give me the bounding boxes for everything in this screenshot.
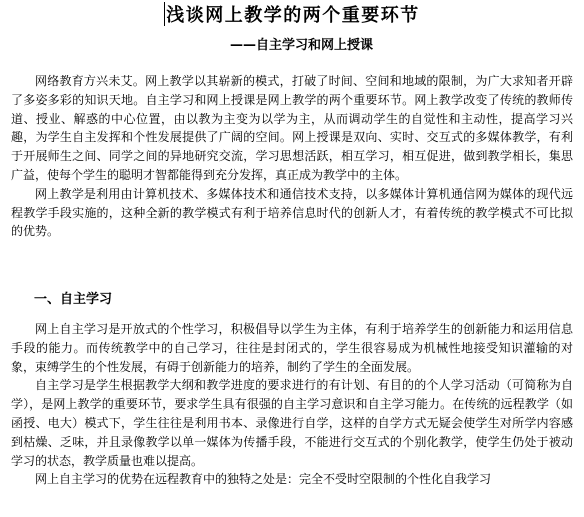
intro-section: [11, 72, 573, 241]
intro-paragraph-2: 网上教学是利用由计算机技术、多媒体技术和通信技术支持，以多媒体计算机通信网为媒体的现代远程教学手段实施的，这种全新的教学模式有利于培养信息时代的创新人才，有着传统的教学模式不可比拟的优势。: [11, 186, 573, 239]
section-paragraph-3: 网上自主学习的优势在远程教育中的独特之处是：完全不受时空限制的个性化自我学习: [35, 472, 492, 487]
section-paragraph-2: 自主学习是学生根据教学大纲和教学进度的要求进行的有计划、有目的的个人学习活动（可简称为自学），是网上教学的重要环节，要求学生具有很强的自主学习意识和自主学习能力。在传统的远程教学（如函授、电大）模式下，学生往往是利用书本、录像进行自学，这样的自学方式无疑会使学生对所学内容感到枯燥、乏味，并且录像教学以单一媒体为传播手段，不能进行交互式的个别化教学，使学生仍处于被动学习的状态，教学质量也难以提高。: [11, 378, 573, 468]
section-heading: 一、自主学习: [34, 292, 113, 307]
document-title: 浅谈网上教学的两个重要环节: [166, 5, 420, 26]
section-body: [11, 320, 573, 489]
intro-paragraph-1: 网络教育方兴未艾。网上教学以其崭新的模式，打破了时间、空间和地域的限制，为广大求知者开辟了多姿多彩的知识天地。自主学习和网上授课是网上教学的两个重要环节。网上教学改变了传统的教师传道、授业、解惑的中心位置，由以教为主变为以学为主，从而调动学生的自觉性和主动性，提高学习兴趣，为学生自主发挥和个性发展提供了广阔的空间。网上授课是双向、实时、交互式的多媒体教学，有利于开展师生之间、同学之间的异地研究交流，学习思想活跃，相互学习，相互促进，做到教学相长，集思广益，使每个学生的聪明才智都能得到充分发挥，真正成为教学中的主体。: [11, 74, 573, 182]
document-subtitle: ——自主学习和网上授课: [230, 38, 374, 53]
text-cursor: [164, 2, 165, 26]
title-row: [0, 2, 584, 30]
section-paragraph-1: 网上自主学习是开放式的个性学习，积极倡导以学生为主体，有利于培养学生的创新能力和运用信息手段的能力。而传统教学中的自己学习，往往是封闭式的，学生很容易成为机械性地接受知识灌输的对象，束缚学生的个性发展，有碍于创新能力的培养，制约了学生的全面发展。: [11, 322, 573, 374]
